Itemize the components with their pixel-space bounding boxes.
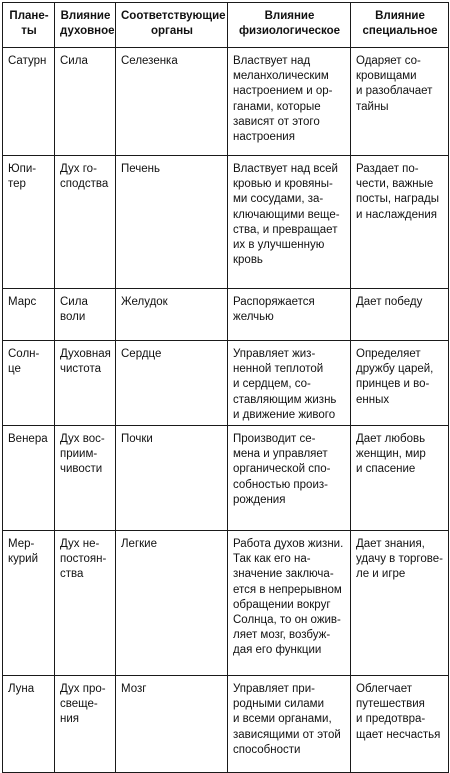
special-cell: Раздает по- чести, важные посты, награды и наслаждения	[351, 156, 449, 289]
spiritual-cell: Дух го- сподства	[55, 156, 116, 289]
spiritual-cell: Дух вос- приим- чивости	[55, 426, 116, 531]
planet-cell: Марс	[3, 289, 55, 341]
organ-cell: Печень	[116, 156, 228, 289]
organ-cell: Сердце	[116, 341, 228, 426]
physiological-cell: Властвует над меланхолическим настроением и ор- ганами, которые зависят от этого настроения	[228, 48, 351, 156]
header-spiritual-influence: Влияние духовное	[55, 3, 116, 48]
table-row	[3, 48, 449, 156]
spiritual-cell: Духовная чистота	[55, 341, 116, 426]
organ-cell: Легкие	[116, 531, 228, 676]
table-row	[3, 676, 449, 773]
spiritual-cell: Дух про- свеще- ния	[55, 676, 116, 773]
physiological-cell: Производит се- мена и управляет органической спо- собностью произ- рождения	[228, 426, 351, 531]
planet-cell: Мер- курий	[3, 531, 55, 676]
table-row	[3, 156, 449, 289]
table-row	[3, 341, 449, 426]
physiological-cell: Распоряжается желчью	[228, 289, 351, 341]
spiritual-cell: Дух не- постоян- ства	[55, 531, 116, 676]
special-cell: Дает знания, удачу в торгове- ле и игре	[351, 531, 449, 676]
special-cell: Определяет дружбу царей, принцев и во- енных	[351, 341, 449, 426]
organ-cell: Мозг	[116, 676, 228, 773]
header-row	[3, 3, 449, 48]
organ-cell: Селезенка	[116, 48, 228, 156]
header-special-influence: Влияние специальное	[351, 3, 449, 48]
table-row	[3, 426, 449, 531]
organ-cell: Почки	[116, 426, 228, 531]
physiological-cell: Управляет при- родными силами и всеми органами, зависящими от этой способности	[228, 676, 351, 773]
spiritual-cell: Сила	[55, 48, 116, 156]
planet-cell: Венера	[3, 426, 55, 531]
physiological-cell: Управляет жиз- ненной теплотой и сердцем, со- ставляющим жизнь и движение живого	[228, 341, 351, 426]
special-cell: Дает любовь женщин, мир и спасение	[351, 426, 449, 531]
spiritual-cell: Сила воли	[55, 289, 116, 341]
planet-cell: Сатурн	[3, 48, 55, 156]
special-cell: Одаряет со- кровищами и разоблачает тайны	[351, 48, 449, 156]
planet-influence-table	[2, 2, 449, 773]
planet-cell: Солн- це	[3, 341, 55, 426]
header-organs: Соответствующие органы	[116, 3, 228, 48]
table-row	[3, 531, 449, 676]
physiological-cell: Работа духов жизни. Так как его на- значение заключа- ется в непрерывном обращении вокруг Солнца, то он ожив- ляет мозг, возбуж- дая его функции	[228, 531, 351, 676]
header-physiological-influence: Влияние физиологическое	[228, 3, 351, 48]
planet-cell: Юпи- тер	[3, 156, 55, 289]
physiological-cell: Властвует над всей кровью и кровяны- ми сосудами, за- ключающими веще- ства, и превращает их в улучшенную кровь	[228, 156, 351, 289]
special-cell: Облегчает путешествия и предотвра- щает несчастья	[351, 676, 449, 773]
planet-cell: Луна	[3, 676, 55, 773]
organ-cell: Желудок	[116, 289, 228, 341]
table-row	[3, 289, 449, 341]
header-planets: Плане- ты	[3, 3, 55, 48]
special-cell: Дает победу	[351, 289, 449, 341]
